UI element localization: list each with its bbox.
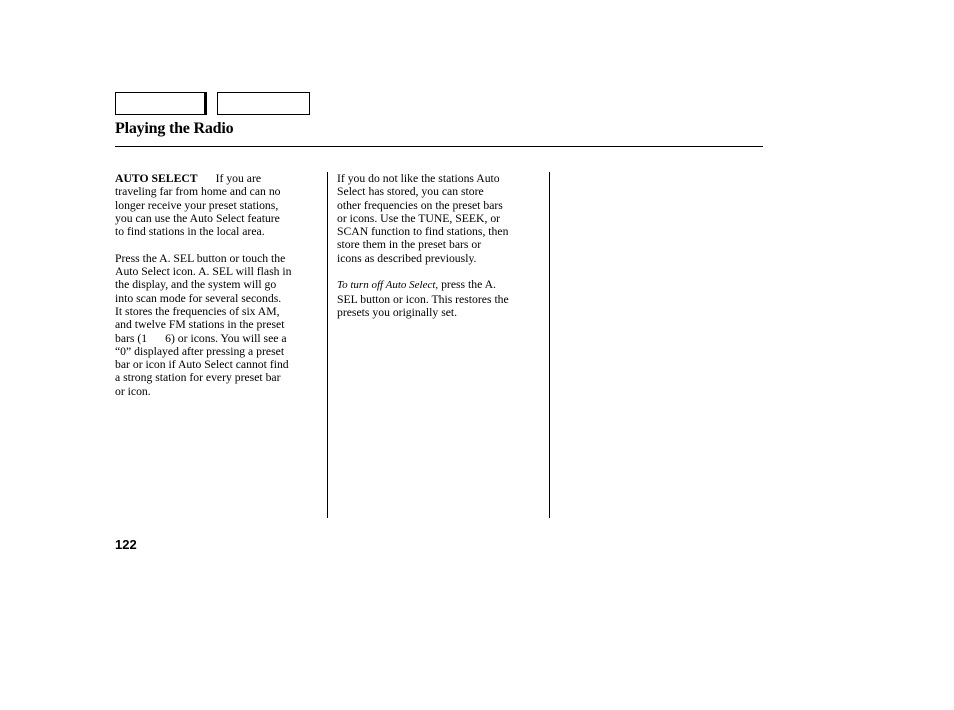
middle-column <box>337 172 543 333</box>
text-line: longer receive your preset stations, <box>115 198 279 212</box>
page-number: 122 <box>115 537 137 552</box>
text-line: store them in the preset bars or <box>337 238 482 252</box>
nav-tab-box-1[interactable] <box>115 92 207 115</box>
column-divider-1 <box>327 172 328 518</box>
turn-off-auto-select-paragraph <box>337 278 543 319</box>
text-line: a strong station for every preset bar <box>115 371 281 385</box>
store-stations-paragraph <box>337 172 543 265</box>
title-rule <box>115 146 763 147</box>
auto-select-instructions-paragraph <box>115 252 321 398</box>
text-line: SEL button or icon. This restores the <box>337 292 509 306</box>
text-line: It stores the frequencies of six AM, <box>115 304 280 318</box>
text-line: traveling far from home and can no <box>115 185 281 199</box>
text-line: to find stations in the local area. <box>115 225 265 239</box>
text-line: SCAN function to find stations, then <box>337 225 509 239</box>
text-line: Press the A. SEL button or touch the <box>115 251 286 265</box>
left-column <box>115 172 321 411</box>
text-line: If you do not like the stations Auto <box>337 172 500 185</box>
text-line: you can use the Auto Select feature <box>115 211 280 225</box>
text-line: bar or icon if Auto Select cannot find <box>115 358 289 372</box>
auto-select-heading: AUTO SELECT <box>115 172 198 185</box>
text-line: 6) or icons. You will see a <box>165 331 287 345</box>
nav-tab-box-2[interactable] <box>217 92 310 115</box>
text-line: other frequencies on the preset bars <box>337 198 503 212</box>
text-line: Auto Select icon. A. SEL will flash in <box>115 265 292 279</box>
text-line: press the A. <box>441 278 496 292</box>
text-line: and twelve FM stations in the preset <box>115 318 285 332</box>
page-title: Playing the Radio <box>115 120 234 137</box>
text-line: presets you originally set. <box>337 305 458 319</box>
text-line: or icon. <box>115 384 151 398</box>
text-line: If you are <box>215 172 262 185</box>
text-line: bars (1 <box>115 331 148 345</box>
text-line: Select has stored, you can store <box>337 185 484 199</box>
text-line: into scan mode for several seconds. <box>115 291 282 305</box>
text-line: or icons. Use the TUNE, SEEK, or <box>337 211 501 225</box>
turn-off-lead-in: To turn off Auto Select, <box>337 279 439 292</box>
text-line: the display, and the system will go <box>115 278 277 292</box>
text-line: icons as described previously. <box>337 251 477 265</box>
text-line: “0” displayed after pressing a preset <box>115 344 285 358</box>
auto-select-intro-paragraph <box>115 172 321 238</box>
column-divider-2 <box>549 172 550 518</box>
